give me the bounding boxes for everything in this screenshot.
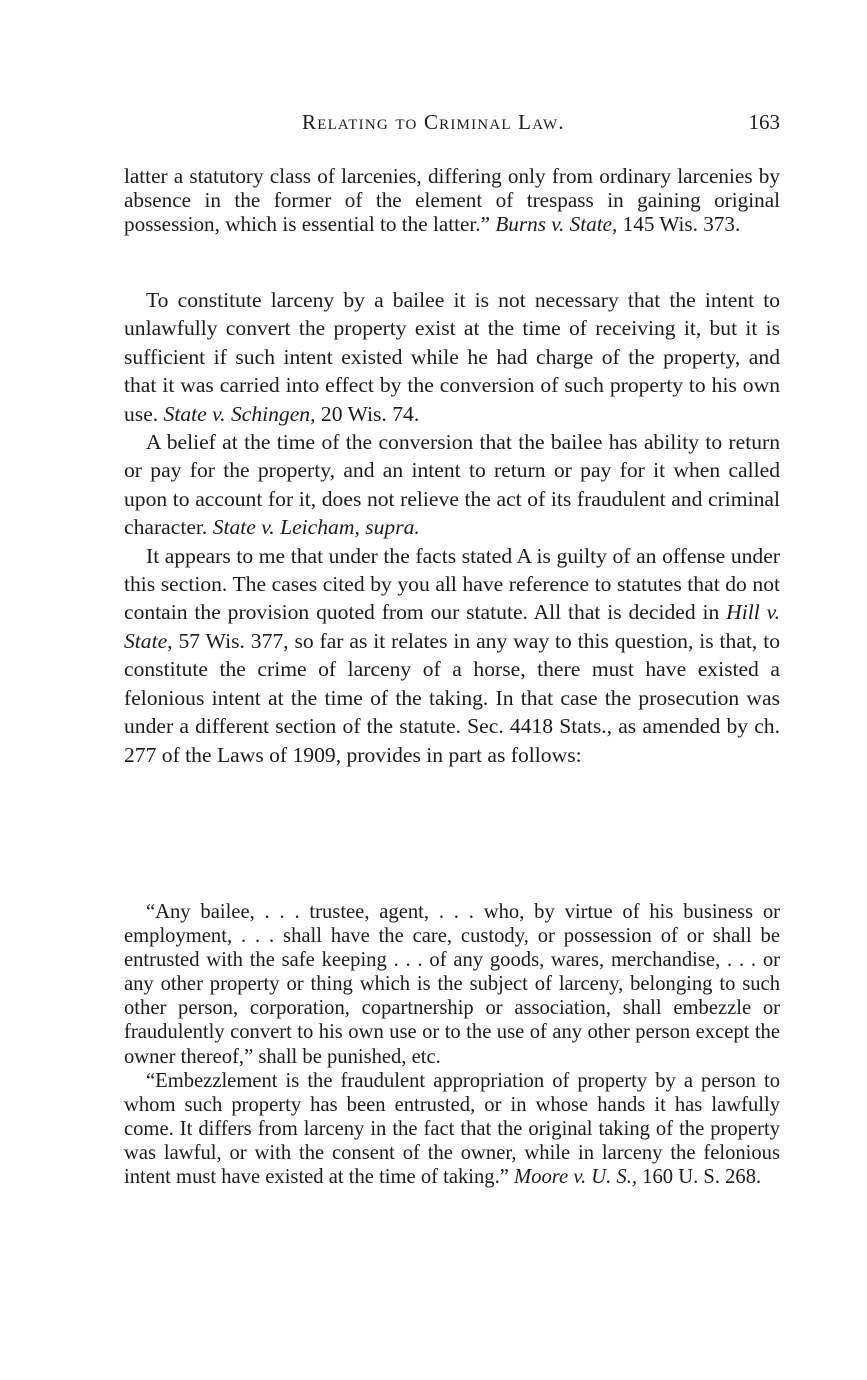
- citation-burns: Burns v. State,: [495, 212, 618, 237]
- continuation-text: latter a statutory class of larcenies, differing only from ordinary larcenies by absence in the former of the element of trespass in gaining original possession, which is essential to the latter.”: [124, 164, 780, 237]
- page-number: 163: [748, 110, 780, 134]
- paragraph-opinion: [124, 542, 780, 769]
- citation-moore-ref: 160 U. S. 268.: [642, 1166, 762, 1189]
- continuation-paragraph: [124, 164, 780, 237]
- citation-moore: Moore v. U. S.,: [514, 1166, 638, 1189]
- citation-schingen-ref: 20 Wis. 74.: [320, 401, 420, 426]
- quoted-block: [124, 900, 780, 1189]
- paragraph-belief: [124, 428, 780, 542]
- continuation-block: [124, 164, 780, 237]
- quote-statute: [124, 900, 780, 1069]
- page-header: [124, 110, 780, 140]
- citation-leicham: State v. Leicham, supra.: [212, 515, 420, 540]
- main-text: [124, 286, 780, 769]
- opinion-text-before: It appears to me that under the facts stated A is guilty of an offense under this section. The cases cited by you all have reference to statutes that do not contain the provision quoted from our statute. All that is decided in: [124, 543, 780, 625]
- paragraph-bailee-intent: [124, 286, 780, 428]
- citation-hill: Hill v. State,: [124, 600, 780, 653]
- running-title: Relating to Criminal Law.: [302, 110, 565, 134]
- citation-burns-ref: 145 Wis. 373.: [622, 212, 741, 237]
- belief-text: A belief at the time of the conversion that the bailee has ability to return or pay for the property, and an intent to return or pay for it when called upon to account for it, does not relieve the act of its fraudulent and criminal character.: [124, 430, 780, 540]
- quote-embezzlement: [124, 1069, 780, 1189]
- citation-schingen: State v. Schingen,: [163, 401, 316, 426]
- opinion-text-after: 57 Wis. 377, so far as it relates in any way to this question, is that, to constitute the crime of larceny of a horse, there must have existed a felonious intent at the time of the taking. In that case the prosecution was under a different section of the statute. Sec. 4418 Stats., as amended by ch. 277 of the Laws of 1909, provides in part as follows:: [124, 628, 780, 767]
- bailee-intent-text: To constitute larceny by a bailee it is not necessary that the intent to unlawfully convert the property exist at the time of receiving it, but it is sufficient if such intent existed while he had charge of the property, and that it was carried into effect by the conversion of such property to his own use.: [124, 288, 780, 426]
- embezzlement-text: “Embezzlement is the fraudulent appropriation of property by a person to whom such property has been entrusted, or in whose hands it has lawfully come. It differs from larceny in the fact that the original taking of the property was lawful, or with the consent of the owner, while in larceny the felonious intent must have existed at the time of taking.”: [124, 1069, 780, 1189]
- statute-text: “Any bailee, . . . trustee, agent, . . . who, by virtue of his business or employment, . . . shall have the care, custody, or possession of or shall be entrusted with the safe keeping . . . of any goods, wares, merchandise, . . . or any other property or thing which is the subject of larceny, belonging to such other person, corporation, copartnership or association, shall embezzle or fraudulently convert to his own use or to the use of any other person except the owner thereof,” shall be punished, etc.: [124, 901, 780, 1068]
